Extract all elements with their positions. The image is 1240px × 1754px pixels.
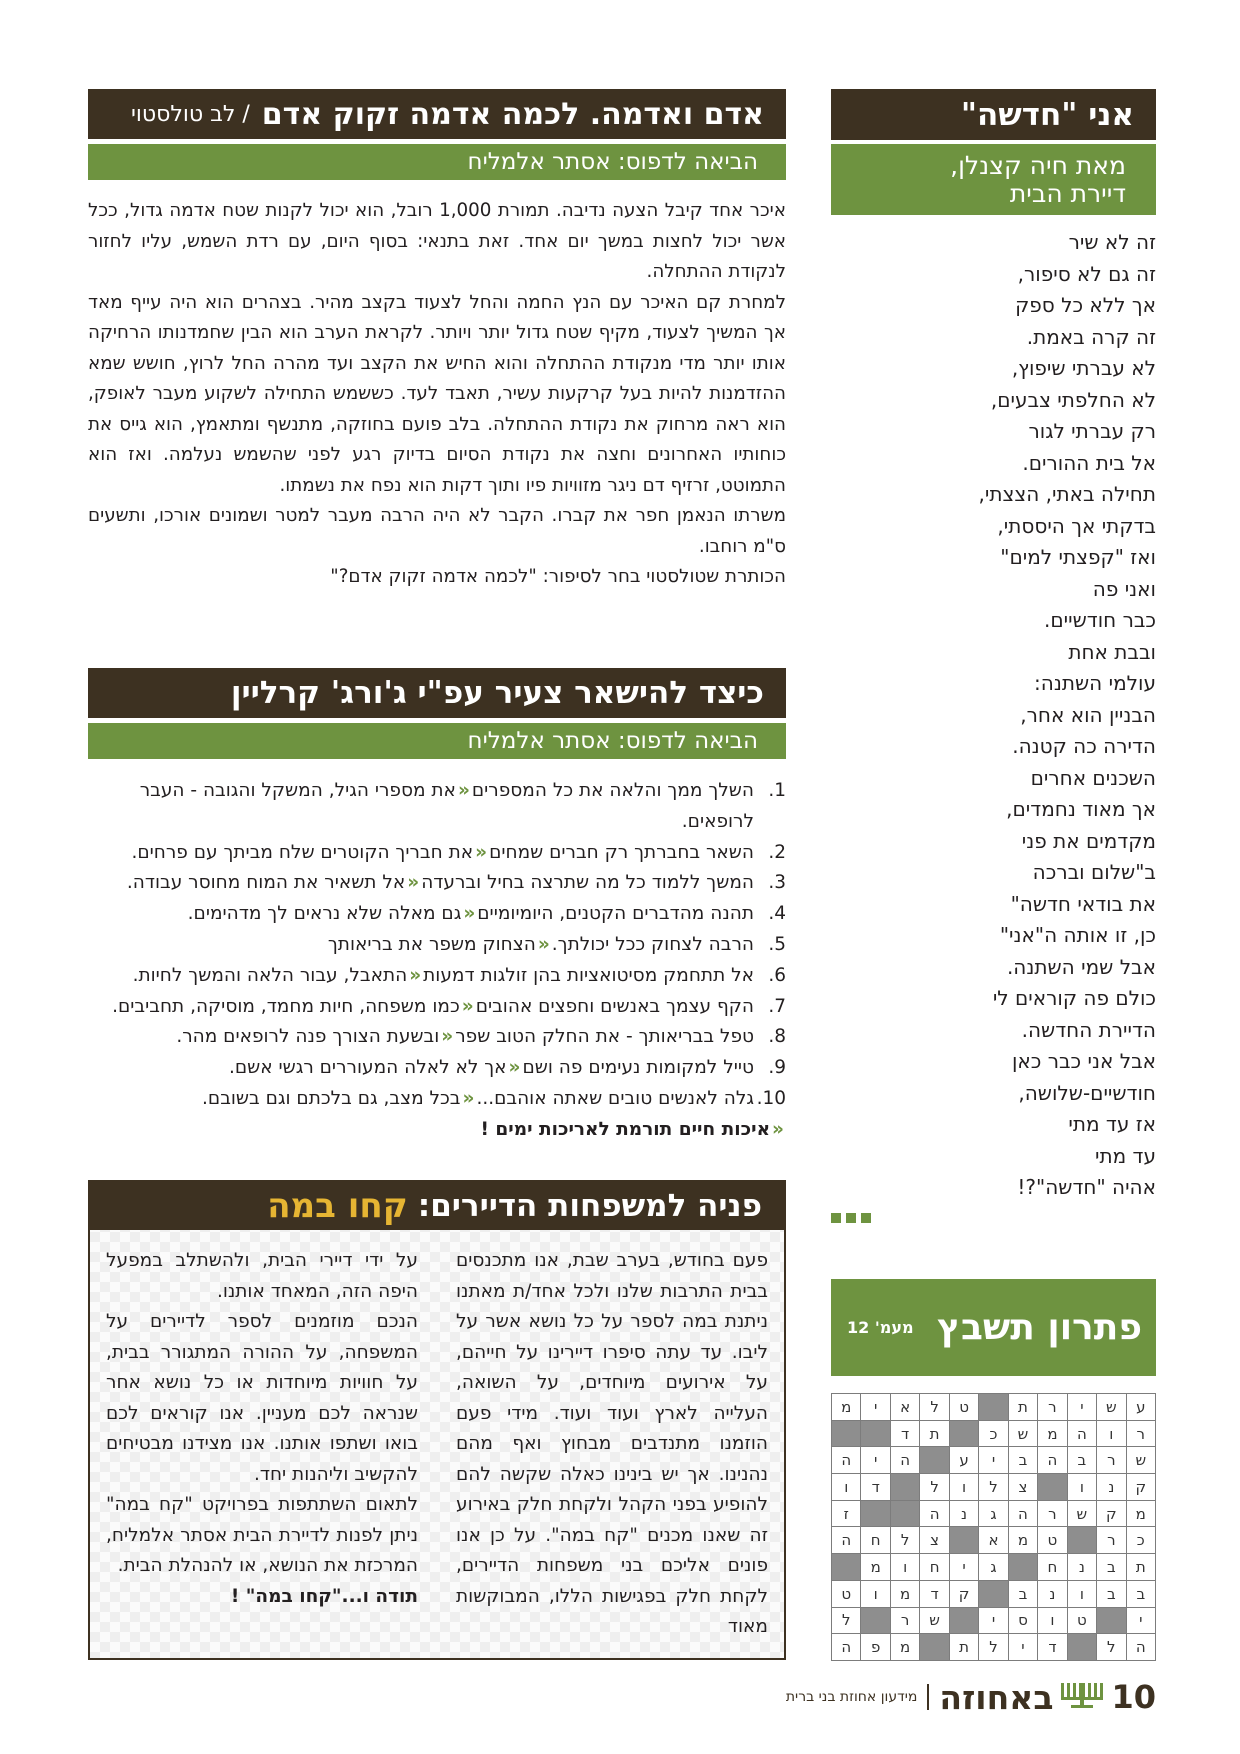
- poem-line: ואני פה: [1092, 576, 1156, 601]
- page-footer: [780, 1674, 1156, 1720]
- crossword-letter-cell: כ: [979, 1420, 1008, 1447]
- crossword-block-cell: [861, 1500, 890, 1527]
- tip-number: 9.: [768, 1057, 786, 1079]
- poem-line: רק עברתי לגור: [1028, 419, 1156, 443]
- article1-paragraph: למחרת קם האיכר עם הנץ החמה והחל לצעוד בקצב מהיר. בצהרים הוא היה עייף מאד אך המשיך לצעוד, מקיף שטח גדול יותר ויותר. לקראת הערב הוא הבין שחמדנותו הרחיקה אותו יותר מדי מנקודת ההתחלה והוא החיש את הקצב ועד מהרה החל לרוץ, חושש שמא ההזדמנות להיות בעל קרקעות עשיר, תאבד לעד. כששמש התחילה לשקוע מעבר לאופק, הוא ראה מרחוק את נקודת ההתחלה. בלב פועם בחוזקה, מתנשף ומתאמץ, הוא גייס את כוחותיו האחרונים וחצה את נקודת הסיום בדיוק רגע לפני שהשמש נעלמה. ואז הוא התמוטט, זרזיף דם ניגר מזוויות פיו ותוך דקות הוא נפח את נשמתו.: [88, 291, 786, 496]
- crossword-letter-cell: ש: [920, 1607, 949, 1634]
- crossword-block-cell: [949, 1420, 978, 1447]
- crossword-letter-cell: ו: [861, 1580, 890, 1607]
- crossword-letter-cell: ח: [920, 1554, 949, 1581]
- article2-title: כיצד להישאר צעיר עפ"י ג'ורג' קרליין: [88, 668, 786, 718]
- poem-line: אך מאוד נחמדים,: [1006, 797, 1156, 821]
- crossword-letter-cell: ש: [1097, 1394, 1126, 1421]
- tip-text-a: השלך ממך והלאה את כל המספרים: [471, 780, 754, 801]
- crossword-letter-cell: ק: [949, 1580, 978, 1607]
- crossword-letter-cell: ת: [1126, 1554, 1155, 1581]
- tip-number: 8.: [768, 1026, 786, 1048]
- crossword-letter-cell: ה: [832, 1634, 861, 1661]
- crossword-block-cell: [979, 1394, 1008, 1421]
- crossword-letter-cell: ב: [1008, 1447, 1037, 1474]
- crossword-letter-cell: ר: [1038, 1394, 1067, 1421]
- crossword-letter-cell: ב: [1126, 1580, 1155, 1607]
- poem-line: עד מתי: [1095, 1143, 1156, 1168]
- poem-line: זה לא שיר: [1068, 230, 1156, 254]
- poem-line: כן, זו אותה ה"אני": [999, 923, 1156, 947]
- poem-line: מקדמים את פני: [1021, 828, 1156, 853]
- crossword-letter-cell: א: [890, 1394, 919, 1421]
- tip-item: [88, 1084, 786, 1115]
- crossword-block-cell: [1067, 1634, 1096, 1661]
- tip-number: 2.: [768, 841, 786, 863]
- tip-text: [229, 1053, 754, 1084]
- tip-item: [88, 930, 786, 961]
- crossword-letter-cell: י: [861, 1394, 890, 1421]
- double-chevron-icon: «: [441, 1026, 454, 1048]
- poem-line: השכנים אחרים: [1030, 765, 1156, 790]
- crossword-solution-grid: [831, 1393, 1156, 1661]
- crossword-letter-cell: ב: [1067, 1447, 1096, 1474]
- crossword-letter-cell: ז: [832, 1500, 861, 1527]
- crossword-block-cell: [861, 1420, 890, 1447]
- crossword-block-cell: [1097, 1607, 1126, 1634]
- article1-credit: הביאה לדפוס: אסתר אלמליח: [88, 144, 786, 180]
- crossword-letter-cell: ו: [1067, 1580, 1096, 1607]
- poem-line: עולמי השתנה:: [1034, 671, 1156, 695]
- tip-text-a: טפל בבריאותך - את החלק הטוב שפר: [455, 1026, 754, 1048]
- footer-subtitle: מידעון אחוזת בני ברית: [785, 1689, 918, 1705]
- crossword-letter-cell: ד: [861, 1474, 890, 1501]
- article1-body: [88, 196, 786, 593]
- page-number: 10: [1111, 1678, 1156, 1716]
- poem-line: חודשיים-שלושה,: [1018, 1080, 1156, 1105]
- tip-item: [88, 1053, 786, 1084]
- tip-text-b: הצחוק משפר את בריאותך: [327, 933, 536, 955]
- tip-text-b: התאבל, עבור הלאה והמשך לחיות.: [132, 964, 408, 986]
- crossword-letter-cell: ר: [1097, 1447, 1126, 1474]
- crossword-letter-cell: י: [979, 1607, 1008, 1634]
- appeal-body: [90, 1230, 784, 1643]
- double-chevron-icon: «: [463, 903, 476, 925]
- crossword-letter-cell: ט: [1038, 1527, 1067, 1554]
- crossword-letter-cell: ת: [949, 1634, 978, 1661]
- tip-text-a: טייל למקומות נעימים פה ושם: [522, 1057, 754, 1079]
- tip-text-b: כמו משפחה, חיות מחמד, מוסיקה, תחביבים.: [112, 995, 460, 1017]
- tip-text-a: הקף עצמך באנשים וחפצים אהובים: [475, 995, 754, 1017]
- crossword-letter-cell: ת: [920, 1420, 949, 1447]
- crossword-block-cell: [920, 1447, 949, 1474]
- poem-line: זה גם לא סיפור,: [1017, 261, 1156, 286]
- tip-item: [88, 1022, 786, 1053]
- poem-line: תחילה באתי, הצצתי,: [978, 482, 1156, 506]
- crossword-letter-cell: ב: [1008, 1580, 1037, 1607]
- crossword-letter-cell: ו: [890, 1554, 919, 1581]
- double-chevron-icon: «: [457, 780, 470, 801]
- crossword-letter-cell: א: [979, 1527, 1008, 1554]
- crossword-letter-cell: ה: [832, 1447, 861, 1474]
- crossword-row: [832, 1634, 1156, 1661]
- tip-text-b: את מספרי הגיל, המשקל והגובה - העבר לרופאים.: [139, 780, 754, 832]
- double-chevron-icon: «: [461, 995, 474, 1017]
- poem-line: לא עברתי שיפוץ,: [1011, 356, 1156, 380]
- poem-line: ובבת אחת: [1068, 639, 1156, 664]
- poem-author-name: מאת חיה קצנלן,: [950, 150, 1126, 180]
- poem-line: אבל אני כבר כאן: [1011, 1049, 1156, 1073]
- crossword-letter-cell: ג: [979, 1554, 1008, 1581]
- poem-line: לא החלפתי צבעים,: [990, 387, 1156, 412]
- crossword-letter-cell: ר: [1097, 1527, 1126, 1554]
- appeal-title-bar: [90, 1182, 784, 1230]
- crossword-letter-cell: מ: [1038, 1420, 1067, 1447]
- tip-text: [328, 930, 754, 961]
- crossword-block-cell: [890, 1500, 919, 1527]
- poem-author-box: [831, 144, 1156, 215]
- article1-paragraph: משרתו הנאמן חפר את קברו. הקבר לא היה הרבה מעבר למטר ושמונים אורכו, ותשעים ס"מ רוחבו.: [88, 505, 786, 557]
- crossword-block-cell: [832, 1554, 861, 1581]
- double-chevron-icon: «: [475, 841, 488, 863]
- tip-text-a: אל תתחמק מסיטואציות בהן זולגות דמעות: [423, 964, 754, 986]
- tip-text-b: אל תשאיר את המוח מחוסר עבודה.: [126, 872, 406, 894]
- crossword-letter-cell: ל: [1097, 1634, 1126, 1661]
- crossword-letter-cell: ח: [861, 1527, 890, 1554]
- crossword-letter-cell: ה: [1067, 1420, 1096, 1447]
- crossword-letter-cell: ל: [979, 1474, 1008, 1501]
- footer-divider: [927, 1684, 929, 1710]
- tip-number: 1.: [768, 780, 786, 801]
- crossword-letter-cell: ר: [1038, 1500, 1067, 1527]
- poem-title: אני "חדשה": [831, 89, 1156, 140]
- tip-item: [88, 838, 786, 869]
- crossword-letter-cell: ו: [1038, 1607, 1067, 1634]
- appeal-signoff: תודה ו..."קחו במה" !: [230, 1585, 418, 1607]
- crossword-letter-cell: ה: [1126, 1634, 1155, 1661]
- crossword-row: [832, 1447, 1156, 1474]
- tip-text-b: בכל מצב, גם בלכתם וגם בשובם.: [202, 1087, 461, 1109]
- tips-list: [88, 776, 786, 1146]
- tip-text-b: את חבריך הקוטרים שלח מביתך עם פרחים.: [131, 841, 474, 863]
- tips-conclusion-text: איכות חיים תורמת לאריכות ימים !: [480, 1118, 771, 1140]
- poem-line: הדירה כה קטנה.: [1012, 734, 1156, 758]
- crossword-letter-cell: ש: [1008, 1420, 1037, 1447]
- crossword-letter-cell: ת: [1008, 1394, 1037, 1421]
- crossword-letter-cell: ר: [1126, 1420, 1155, 1447]
- crossword-block-cell: [949, 1527, 978, 1554]
- article1-author: / לב טולסטוי: [130, 101, 250, 127]
- crossword-letter-cell: ל: [920, 1394, 949, 1421]
- crossword-row: [832, 1607, 1156, 1634]
- double-chevron-icon: «: [407, 872, 420, 894]
- crossword-letter-cell: ש: [1067, 1500, 1096, 1527]
- tip-text: [188, 899, 754, 930]
- crossword-letter-cell: ב: [1097, 1580, 1126, 1607]
- poem-line: כולם פה קוראים לי: [992, 986, 1156, 1010]
- appeal-box: [88, 1180, 786, 1660]
- article1-title-bar: [88, 89, 786, 139]
- crossword-letter-cell: נ: [1038, 1580, 1067, 1607]
- tips-conclusion: [88, 1115, 786, 1146]
- tip-text-a: תהנה מהדברים הקטנים, היומיומיים: [477, 903, 754, 925]
- section-divider-dots: [831, 1213, 871, 1223]
- crossword-letter-cell: נ: [1097, 1474, 1126, 1501]
- poem-line: ואז "קפצתי למים": [1000, 545, 1156, 569]
- crossword-letter-cell: נ: [949, 1500, 978, 1527]
- crossword-letter-cell: ט: [949, 1394, 978, 1421]
- appeal-column-right: [456, 1246, 768, 1643]
- tip-text: [176, 1022, 754, 1053]
- crossword-letter-cell: ש: [1126, 1447, 1155, 1474]
- crossword-letter-cell: כ: [1126, 1527, 1155, 1554]
- crossword-block-cell: [920, 1634, 949, 1661]
- tip-number: 3.: [768, 872, 786, 894]
- crossword-letter-cell: מ: [1126, 1500, 1155, 1527]
- crossword-letter-cell: ו: [1067, 1474, 1096, 1501]
- poem-line: את בודאי חדשה": [1010, 891, 1156, 916]
- crossword-letter-cell: ה: [920, 1500, 949, 1527]
- tip-number: 5.: [768, 933, 786, 955]
- appeal-paragraph: לתאום השתתפות בפרויקט "קח במה" ניתן לפנות לדיירת הבית אסתר אלמליח, המרכזת את הנושא, או להנהלת הבית.: [106, 1494, 418, 1576]
- crossword-letter-cell: ה: [1008, 1500, 1037, 1527]
- crossword-letter-cell: ה: [890, 1447, 919, 1474]
- crossword-letter-cell: מ: [832, 1394, 861, 1421]
- appeal-paragraph: על ידי דיירי הבית, ולהשתלב במפעל היפה הזה, המאחד אותנו.: [106, 1250, 418, 1302]
- tip-item: [88, 868, 786, 899]
- appeal-paragraph: הנכם מוזמנים לספר לדיירים על המשפחה, על ההורה המתגורר בבית, על חוויות מיוחדות או כל נושא אחר שנראה לכם מעניין. אנו קוראים לכם בואו ושתפו אותנו. אנו מצידנו מבטיחים להקשיב וליהנות יחד.: [106, 1311, 418, 1485]
- crossword-row: [832, 1394, 1156, 1421]
- poem-line: אך ללא כל ספק: [1015, 293, 1156, 317]
- crossword-block-cell: [949, 1607, 978, 1634]
- crossword-letter-cell: ל: [890, 1527, 919, 1554]
- appeal-title: פניה למשפחות הדיירים:: [417, 1188, 762, 1224]
- appeal-paragraph: פעם בחודש, בערב שבת, אנו מתכנסים בבית התרבות שלנו ולכל אחד/ת מאתנו ניתנת במה לספר על כל נושא אשר על ליבו. עד עתה סיפרו דיירינו על חייהם, על אירועים מיוחדים, על השואה, העלייה לארץ ועוד ועוד. מידי פעם הוזמנו מתנדבים מבחוץ ואף מהם נהנינו. אך יש בינינו כאלה שקשה להם להופיע בפני הקהל ולקחת חלק באירוע זה שאנו מכנים "קח במה". על כן אנו פונים אליכם בני משפחות הדיירים, לקחת חלק בפגישות הללו, המבוקשות מאוד: [456, 1250, 768, 1637]
- crossword-row: [832, 1527, 1156, 1554]
- article1-paragraph: הכותרת שטולסטוי בחר לסיפור: "לכמה אדמה זקוק אדם?": [330, 566, 786, 587]
- tip-text-a: גלה לאנשים טובים שאתה אוהבם...: [476, 1087, 754, 1109]
- poem-line: ב"שלום וברכה: [1032, 860, 1156, 884]
- crossword-block-cell: [890, 1474, 919, 1501]
- tip-item: [88, 961, 786, 992]
- article1-paragraph: איכר אחד קיבל הצעה נדיבה. תמורת 1,000 רובל, הוא יכול לקנות שטח אדמה גדול, ככל אשר יכול לחצות במשך יום אחד. זאת בתנאי: בסוף היום, עם רדת השמש, עליו לחזור לנקודת ההתחלה.: [88, 200, 786, 282]
- crossword-letter-cell: צ: [1008, 1474, 1037, 1501]
- crossword-letter-cell: ט: [832, 1580, 861, 1607]
- poem-line: אז עד מתי: [1068, 1112, 1156, 1136]
- crossword-letter-cell: מ: [890, 1580, 919, 1607]
- crossword-letter-cell: ע: [1126, 1394, 1155, 1421]
- crossword-letter-cell: ל: [920, 1474, 949, 1501]
- poem-section: [831, 89, 1156, 1204]
- article2-credit: הביאה לדפוס: אסתר אלמליח: [88, 723, 786, 759]
- poem-line: כבר חודשיים.: [1044, 608, 1156, 632]
- poem-line: הדיירת החדשה.: [1021, 1017, 1156, 1042]
- double-chevron-icon: «: [462, 1087, 475, 1109]
- brand-logo-text: באחוזה: [939, 1677, 1054, 1717]
- double-chevron-icon: «: [409, 964, 422, 986]
- tip-text: [127, 868, 754, 899]
- tip-number: 10.: [756, 1087, 786, 1109]
- crossword-letter-cell: ל: [832, 1607, 861, 1634]
- poem-line: זה קרה באמת.: [1026, 324, 1156, 349]
- crossword-block-cell: [1008, 1554, 1037, 1581]
- tip-text-b: אך לא לאלה המעוררים רגשי אשם.: [228, 1057, 507, 1079]
- crossword-letter-cell: ה: [832, 1527, 861, 1554]
- crossword-row: [832, 1420, 1156, 1447]
- crossword-letter-cell: מ: [1008, 1527, 1037, 1554]
- double-chevron-icon: «: [537, 933, 550, 955]
- tip-text: [88, 776, 754, 838]
- crossword-letter-cell: ר: [890, 1607, 919, 1634]
- crossword-letter-cell: י: [1067, 1394, 1096, 1421]
- poem-line: אבל שמי השתנה.: [1006, 954, 1156, 979]
- tip-item: [88, 776, 786, 838]
- poem-line: הבניין הוא אחר,: [1020, 702, 1156, 727]
- crossword-row: [832, 1474, 1156, 1501]
- crossword-letter-cell: ל: [979, 1634, 1008, 1661]
- crossword-letter-cell: ה: [1038, 1447, 1067, 1474]
- crossword-row: [832, 1554, 1156, 1581]
- tip-text: [131, 838, 754, 869]
- crossword-row: [832, 1580, 1156, 1607]
- crossword-letter-cell: ק: [1097, 1500, 1126, 1527]
- tip-text-a: הרבה לצחוק ככל יכולתך.: [551, 933, 754, 955]
- crossword-block-cell: [832, 1420, 861, 1447]
- crossword-letter-cell: ט: [1067, 1607, 1096, 1634]
- crossword-block-cell: [979, 1580, 1008, 1607]
- crossword-letter-cell: ד: [890, 1420, 919, 1447]
- poem-line: בדקתי אך היססתי,: [997, 513, 1156, 538]
- crossword-solution-header: [831, 1279, 1156, 1376]
- tip-text-b: גם מאלה שלא נראים לך מדהימים.: [187, 903, 462, 925]
- appeal-column-left: [106, 1246, 418, 1643]
- article1-title: אדם ואדמה. לכמה אדמה זקוק אדם: [261, 96, 764, 132]
- tip-text: [112, 992, 754, 1023]
- appeal-highlight: קחו במה: [267, 1186, 408, 1226]
- crossword-letter-cell: ע: [949, 1447, 978, 1474]
- crossword-letter-cell: מ: [890, 1634, 919, 1661]
- poem-body: [831, 227, 1156, 1204]
- crossword-letter-cell: ק: [1126, 1474, 1155, 1501]
- crossword-letter-cell: נ: [1067, 1554, 1096, 1581]
- crossword-letter-cell: מ: [861, 1554, 890, 1581]
- tip-text-b: ובשעת הצורך פנה לרופאים מהר.: [176, 1026, 440, 1048]
- crossword-letter-cell: ו: [949, 1474, 978, 1501]
- crossword-letter-cell: ד: [1038, 1634, 1067, 1661]
- crossword-block-cell: [1038, 1474, 1067, 1501]
- crossword-letter-cell: ח: [1038, 1554, 1067, 1581]
- crossword-block-cell: [861, 1607, 890, 1634]
- crossword-letter-cell: י: [979, 1447, 1008, 1474]
- crossword-letter-cell: פ: [861, 1634, 890, 1661]
- poem-line: אל בית ההורים.: [1022, 450, 1156, 475]
- poem-author-role: דיירת הבית: [1009, 178, 1126, 208]
- crossword-letter-cell: י: [1008, 1634, 1037, 1661]
- menorah-icon: [1059, 1681, 1105, 1713]
- crossword-letter-cell: ס: [1008, 1607, 1037, 1634]
- tip-number: 7.: [768, 995, 786, 1017]
- crossword-page-ref: מעמ' 12: [847, 1318, 914, 1337]
- crossword-letter-cell: ו: [1097, 1420, 1126, 1447]
- crossword-letter-cell: ו: [832, 1474, 861, 1501]
- tip-text: [133, 961, 754, 992]
- tip-text-a: המשך ללמוד כל מה שתרצה בחיל וברעדה: [421, 872, 754, 894]
- tip-item: [88, 992, 786, 1023]
- tip-text-a: השאר בחברתך רק חברים שמחים: [489, 841, 754, 863]
- crossword-solution-title: פתרון תשבץ: [937, 1307, 1142, 1348]
- double-chevron-icon: «: [508, 1057, 521, 1079]
- crossword-letter-cell: ג: [979, 1500, 1008, 1527]
- tip-text: [202, 1084, 754, 1115]
- tip-number: 4.: [768, 903, 786, 925]
- crossword-letter-cell: ב: [1097, 1554, 1126, 1581]
- double-chevron-icon: «: [772, 1118, 784, 1140]
- crossword-row: [832, 1500, 1156, 1527]
- crossword-letter-cell: י: [861, 1447, 890, 1474]
- crossword-letter-cell: י: [949, 1554, 978, 1581]
- poem-line: אהיה "חדשה"?!: [1017, 1175, 1156, 1199]
- tip-number: 6.: [768, 964, 786, 986]
- crossword-letter-cell: י: [1126, 1607, 1155, 1634]
- crossword-letter-cell: ד: [920, 1580, 949, 1607]
- crossword-letter-cell: צ: [920, 1527, 949, 1554]
- tip-item: [88, 899, 786, 930]
- crossword-block-cell: [1067, 1527, 1096, 1554]
